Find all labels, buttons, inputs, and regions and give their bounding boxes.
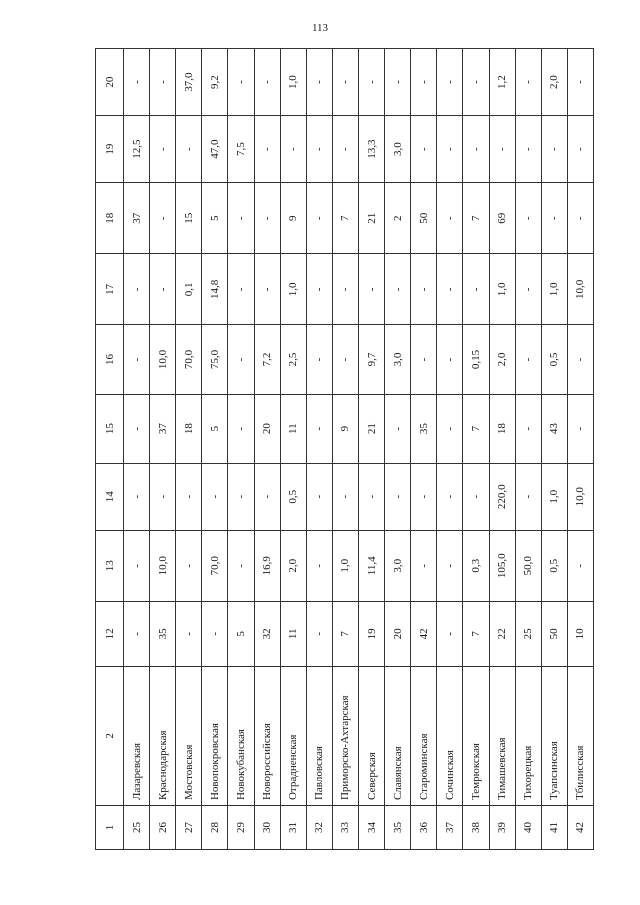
value-cell: - <box>124 530 150 601</box>
header-cell: 15 <box>96 394 124 463</box>
table-row <box>254 49 280 850</box>
value-cell: 70,0 <box>176 325 202 394</box>
value-cell: 2,0 <box>541 49 567 116</box>
data-table <box>95 48 594 850</box>
value-cell: 7,2 <box>254 325 280 394</box>
value-cell: 2 <box>385 183 411 254</box>
table-body <box>124 49 594 850</box>
value-cell: 5 <box>202 183 228 254</box>
value-cell: - <box>437 49 463 116</box>
value-cell: - <box>541 183 567 254</box>
value-cell: 11 <box>280 601 306 666</box>
district-name-cell: Тимашевская <box>489 666 515 805</box>
value-cell: 0,5 <box>280 463 306 530</box>
value-cell: - <box>176 601 202 666</box>
district-name-cell: Краснодарская <box>150 666 176 805</box>
value-cell: - <box>358 254 384 325</box>
value-cell: 35 <box>411 394 437 463</box>
value-cell: 13,3 <box>358 116 384 183</box>
value-cell: - <box>385 394 411 463</box>
value-cell: - <box>567 183 593 254</box>
district-name-cell: Новокубанская <box>228 666 254 805</box>
value-cell: 18 <box>489 394 515 463</box>
value-cell: 9 <box>280 183 306 254</box>
value-cell: 7 <box>332 601 358 666</box>
value-cell: 7,5 <box>228 116 254 183</box>
value-cell: - <box>567 325 593 394</box>
value-cell: 0,1 <box>176 254 202 325</box>
value-cell: - <box>463 116 489 183</box>
district-name-cell: Туапсинская <box>541 666 567 805</box>
value-cell: 220,0 <box>489 463 515 530</box>
value-cell: - <box>411 116 437 183</box>
value-cell: - <box>254 49 280 116</box>
value-cell: - <box>228 325 254 394</box>
row-number-cell: 40 <box>515 806 541 850</box>
value-cell: 7 <box>463 601 489 666</box>
value-cell: - <box>515 116 541 183</box>
value-cell: 37,0 <box>176 49 202 116</box>
value-cell: - <box>228 394 254 463</box>
value-cell: - <box>332 116 358 183</box>
value-cell: - <box>150 183 176 254</box>
value-cell: 21 <box>358 183 384 254</box>
value-cell: - <box>515 325 541 394</box>
value-cell: 1,0 <box>541 254 567 325</box>
value-cell: 0,5 <box>541 530 567 601</box>
row-number-cell: 27 <box>176 806 202 850</box>
district-name-cell: Темрюкская <box>463 666 489 805</box>
value-cell: 22 <box>489 601 515 666</box>
value-cell: 1,0 <box>332 530 358 601</box>
table-row <box>541 49 567 850</box>
value-cell: - <box>463 254 489 325</box>
row-number-cell: 34 <box>358 806 384 850</box>
value-cell: - <box>228 530 254 601</box>
value-cell: - <box>150 463 176 530</box>
value-cell: - <box>332 49 358 116</box>
value-cell: - <box>358 49 384 116</box>
value-cell: - <box>228 183 254 254</box>
value-cell: 1,0 <box>280 49 306 116</box>
table-row <box>463 49 489 850</box>
value-cell: 9 <box>332 394 358 463</box>
value-cell: - <box>124 325 150 394</box>
header-cell: 1 <box>96 806 124 850</box>
value-cell: - <box>150 49 176 116</box>
value-cell: - <box>254 254 280 325</box>
value-cell: - <box>437 183 463 254</box>
district-name-cell: Новороссийская <box>254 666 280 805</box>
district-name-cell: Приморско-Ахтарская <box>332 666 358 805</box>
value-cell: - <box>567 530 593 601</box>
value-cell: - <box>306 49 332 116</box>
value-cell: 12,5 <box>124 116 150 183</box>
district-name-cell: Тихорецкая <box>515 666 541 805</box>
row-number-cell: 39 <box>489 806 515 850</box>
value-cell: - <box>411 530 437 601</box>
header-cell: 12 <box>96 601 124 666</box>
value-cell: 9,2 <box>202 49 228 116</box>
value-cell: 10,0 <box>567 254 593 325</box>
table-row <box>280 49 306 850</box>
value-cell: 7 <box>463 394 489 463</box>
value-cell: 14,8 <box>202 254 228 325</box>
value-cell: 10,0 <box>567 463 593 530</box>
value-cell: - <box>515 463 541 530</box>
table-row <box>358 49 384 850</box>
value-cell: - <box>150 116 176 183</box>
row-number-cell: 35 <box>385 806 411 850</box>
value-cell: 21 <box>358 394 384 463</box>
district-name-cell: Лазаревская <box>124 666 150 805</box>
value-cell: 2,0 <box>280 530 306 601</box>
table-row <box>150 49 176 850</box>
value-cell: 9,7 <box>358 325 384 394</box>
value-cell: - <box>437 254 463 325</box>
table-row <box>567 49 593 850</box>
value-cell: - <box>437 530 463 601</box>
value-cell: 42 <box>411 601 437 666</box>
district-name-cell: Славянская <box>385 666 411 805</box>
value-cell: - <box>124 394 150 463</box>
value-cell: - <box>411 463 437 530</box>
value-cell: 32 <box>254 601 280 666</box>
value-cell: - <box>254 116 280 183</box>
header-cell: 14 <box>96 463 124 530</box>
value-cell: 37 <box>150 394 176 463</box>
table-row <box>437 49 463 850</box>
table-header <box>96 49 124 850</box>
value-cell: - <box>176 463 202 530</box>
district-name-cell: Новопокровская <box>202 666 228 805</box>
value-cell: - <box>437 463 463 530</box>
value-cell: 69 <box>489 183 515 254</box>
table-row <box>411 49 437 850</box>
district-name-cell: Сочинская <box>437 666 463 805</box>
value-cell: - <box>411 49 437 116</box>
value-cell: - <box>202 463 228 530</box>
row-number-cell: 28 <box>202 806 228 850</box>
value-cell: 2,5 <box>280 325 306 394</box>
row-number-cell: 41 <box>541 806 567 850</box>
value-cell: - <box>306 183 332 254</box>
table-row <box>124 49 150 850</box>
district-name-cell: Староминская <box>411 666 437 805</box>
value-cell: - <box>124 601 150 666</box>
table-row <box>489 49 515 850</box>
row-number-cell: 38 <box>463 806 489 850</box>
value-cell: - <box>437 325 463 394</box>
value-cell: - <box>515 394 541 463</box>
value-cell: 5 <box>228 601 254 666</box>
row-number-cell: 42 <box>567 806 593 850</box>
value-cell: - <box>254 183 280 254</box>
value-cell: - <box>515 254 541 325</box>
value-cell: 10,0 <box>150 530 176 601</box>
row-number-cell: 31 <box>280 806 306 850</box>
value-cell: 0,5 <box>541 325 567 394</box>
header-cell: 16 <box>96 325 124 394</box>
value-cell: 1,0 <box>489 254 515 325</box>
value-cell: - <box>437 394 463 463</box>
value-cell: - <box>463 463 489 530</box>
value-cell: - <box>332 463 358 530</box>
value-cell: - <box>411 254 437 325</box>
value-cell: 25 <box>515 601 541 666</box>
value-cell: 47,0 <box>202 116 228 183</box>
value-cell: - <box>280 116 306 183</box>
header-cell: 19 <box>96 116 124 183</box>
row-number-cell: 30 <box>254 806 280 850</box>
district-name-cell: Северская <box>358 666 384 805</box>
table-row <box>228 49 254 850</box>
table-row <box>202 49 228 850</box>
row-number-cell: 36 <box>411 806 437 850</box>
value-cell: 11,4 <box>358 530 384 601</box>
value-cell: 0,15 <box>463 325 489 394</box>
value-cell: - <box>124 254 150 325</box>
value-cell: - <box>515 49 541 116</box>
value-cell: - <box>176 116 202 183</box>
value-cell: - <box>202 601 228 666</box>
value-cell: - <box>385 463 411 530</box>
row-number-cell: 33 <box>332 806 358 850</box>
value-cell: 20 <box>254 394 280 463</box>
header-cell: 17 <box>96 254 124 325</box>
header-cell: 18 <box>96 183 124 254</box>
value-cell: 1,0 <box>541 463 567 530</box>
value-cell: - <box>332 254 358 325</box>
value-cell: 50,0 <box>515 530 541 601</box>
district-name-cell: Мостовская <box>176 666 202 805</box>
district-name-cell: Тбилисская <box>567 666 593 805</box>
value-cell: 1,0 <box>280 254 306 325</box>
value-cell: - <box>306 116 332 183</box>
rotated-table-container <box>95 48 594 850</box>
table-row <box>306 49 332 850</box>
value-cell: - <box>385 49 411 116</box>
value-cell: - <box>437 601 463 666</box>
value-cell: - <box>515 183 541 254</box>
value-cell: 15 <box>176 183 202 254</box>
value-cell: - <box>463 49 489 116</box>
value-cell: 35 <box>150 601 176 666</box>
value-cell: 5 <box>202 394 228 463</box>
row-number-cell: 37 <box>437 806 463 850</box>
value-cell: - <box>567 394 593 463</box>
value-cell: - <box>306 325 332 394</box>
header-cell: 20 <box>96 49 124 116</box>
value-cell: 50 <box>541 601 567 666</box>
value-cell: - <box>150 254 176 325</box>
value-cell: 75,0 <box>202 325 228 394</box>
value-cell: 43 <box>541 394 567 463</box>
value-cell: - <box>567 49 593 116</box>
value-cell: - <box>254 463 280 530</box>
table-row <box>332 49 358 850</box>
row-number-cell: 25 <box>124 806 150 850</box>
district-name-cell: Отрадненская <box>280 666 306 805</box>
value-cell: - <box>124 463 150 530</box>
value-cell: 2,0 <box>489 325 515 394</box>
value-cell: - <box>332 325 358 394</box>
row-number-cell: 29 <box>228 806 254 850</box>
table-row <box>515 49 541 850</box>
value-cell: 11 <box>280 394 306 463</box>
page-number: 113 <box>311 22 329 34</box>
value-cell: - <box>228 254 254 325</box>
value-cell: 3,0 <box>385 530 411 601</box>
value-cell: - <box>306 394 332 463</box>
value-cell: 19 <box>358 601 384 666</box>
value-cell: - <box>228 49 254 116</box>
row-number-cell: 32 <box>306 806 332 850</box>
value-cell: 0,3 <box>463 530 489 601</box>
value-cell: 3,0 <box>385 325 411 394</box>
value-cell: - <box>228 463 254 530</box>
value-cell: 70,0 <box>202 530 228 601</box>
value-cell: 50 <box>411 183 437 254</box>
value-cell: - <box>124 49 150 116</box>
value-cell: - <box>541 116 567 183</box>
value-cell: - <box>489 116 515 183</box>
value-cell: - <box>306 530 332 601</box>
value-cell: 16,9 <box>254 530 280 601</box>
value-cell: 20 <box>385 601 411 666</box>
value-cell: 37 <box>124 183 150 254</box>
row-number-cell: 26 <box>150 806 176 850</box>
value-cell: - <box>437 116 463 183</box>
value-cell: 7 <box>463 183 489 254</box>
table-row <box>385 49 411 850</box>
header-cell: 13 <box>96 530 124 601</box>
value-cell: - <box>176 530 202 601</box>
value-cell: 10,0 <box>150 325 176 394</box>
district-name-cell: Павловская <box>306 666 332 805</box>
table-row <box>176 49 202 850</box>
value-cell: - <box>358 463 384 530</box>
value-cell: - <box>385 254 411 325</box>
value-cell: 18 <box>176 394 202 463</box>
value-cell: 7 <box>332 183 358 254</box>
value-cell: - <box>411 325 437 394</box>
value-cell: - <box>306 254 332 325</box>
value-cell: - <box>306 601 332 666</box>
header-cell: 2 <box>96 666 124 805</box>
value-cell: 105,0 <box>489 530 515 601</box>
value-cell: 10 <box>567 601 593 666</box>
value-cell: 3,0 <box>385 116 411 183</box>
value-cell: 1,2 <box>489 49 515 116</box>
value-cell: - <box>306 463 332 530</box>
value-cell: - <box>567 116 593 183</box>
